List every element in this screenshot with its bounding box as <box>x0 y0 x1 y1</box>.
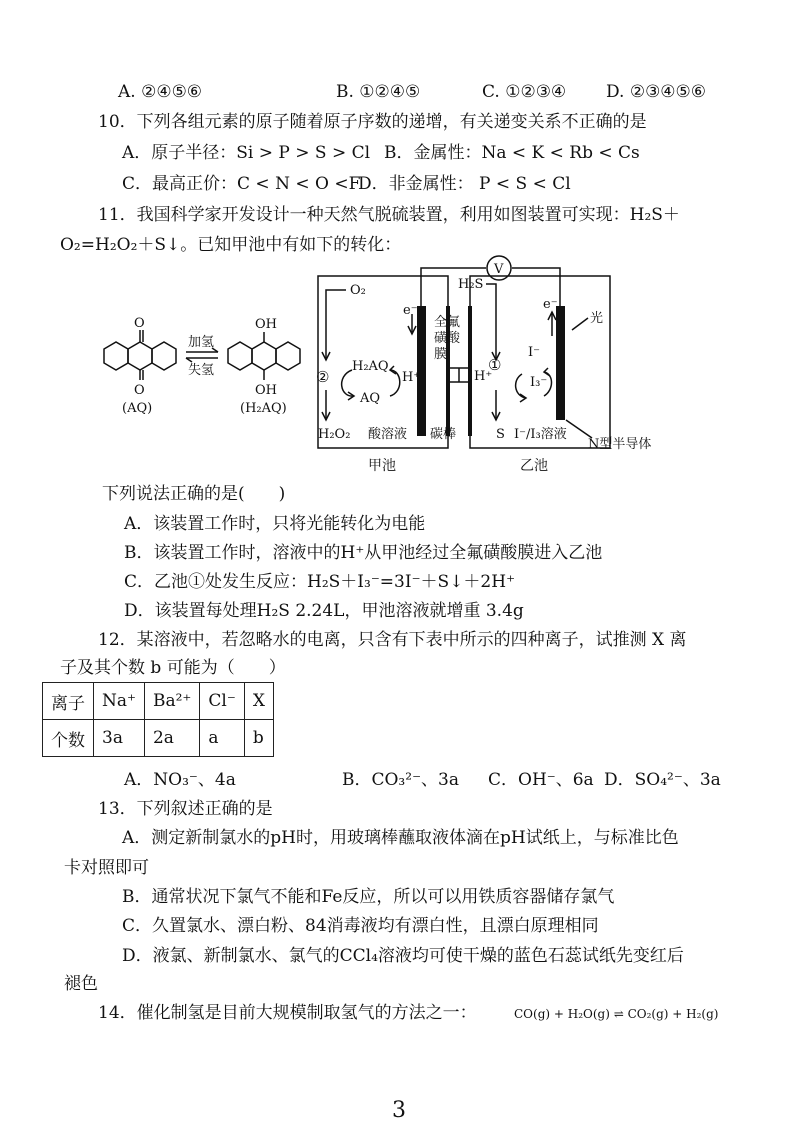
q10-option-a: A．原子半径：Si > P > S > Cl <box>122 143 371 163</box>
aq-top-o: O <box>134 316 145 331</box>
q12-option-b: B．CO₃²⁻、3a <box>342 770 459 790</box>
membrane-label-2: 磺酸 <box>434 331 461 346</box>
q10-option-d: D．非金属性： P < S < Cl <box>358 174 571 194</box>
membrane-label-1: 全氟 <box>434 315 461 330</box>
q10-option-c: C．最高正价：C < N < O <F <box>122 174 361 194</box>
q10-option-b: B．金属性：Na < K < Rb < Cs <box>384 143 640 163</box>
q14-stem: 14．催化制氢是目前大规模制取氢气的方法之一： <box>98 1003 477 1023</box>
n-semiconductor-label: N型半导体 <box>588 437 652 452</box>
table-cell: 2a <box>144 720 199 757</box>
q10-stem: 10．下列各组元素的原子随着原子序数的递增，有关递变关系不正确的是 <box>98 112 647 132</box>
table-cell: Na⁺ <box>94 683 145 720</box>
q11-option-b: B．该装置工作时，溶液中的H⁺从甲池经过全氟磺酸膜进入乙池 <box>124 543 603 563</box>
q9-option-a: A. ②④⑤⑥ <box>118 82 203 102</box>
ion-table <box>42 682 274 757</box>
i-solution-label: I⁻/I₃溶液 <box>514 427 567 442</box>
h2aq-cycle-label: H₂AQ <box>352 359 389 374</box>
circle-2: ② <box>316 368 330 386</box>
h2o2-label: H₂O₂ <box>318 427 351 442</box>
q12-option-c: C．OH⁻、6a <box>488 770 594 790</box>
q9-option-c: C. ①②③④ <box>482 82 567 102</box>
ion-table-row <box>43 683 274 720</box>
q14-equation: CO(g) + H₂O(g) ⇌ CO₂(g) + H₂(g) <box>514 1007 719 1021</box>
n-semiconductor-electrode <box>556 306 565 420</box>
q11-option-a: A．该装置工作时，只将光能转化为电能 <box>124 514 426 534</box>
table-cell: a <box>200 720 244 757</box>
q13-option-d-line1: D．液氯、新制氯水、氯气的CCl₄溶液均可使干燥的蓝色石蕊试纸先变红后 <box>122 946 684 966</box>
q13-option-c: C．久置氯水、漂白粉、84消毒液均有漂白性，且漂白原理相同 <box>122 916 599 936</box>
h2s-label: H₂S <box>458 277 484 292</box>
aq-cycle-label: AQ <box>360 391 381 406</box>
q13-option-d-line2: 褪色 <box>64 974 98 994</box>
light-label: 光 <box>590 311 604 326</box>
q13-option-b: B．通常状况下氯气不能和Fe反应，所以可以用铁质容器储存氯气 <box>122 887 615 907</box>
q12-stem-line1: 12．某溶液中，若忽略水的电离，只含有下表中所示的四种离子，试推测 X 离 <box>98 630 687 650</box>
table-cell: 个数 <box>43 720 94 757</box>
i3-minus-label: I₃⁻ <box>530 375 548 390</box>
q12-stem-line2: 子及其个数 b 可能为（ ） <box>60 658 286 678</box>
lose-h-label: 失氢 <box>188 363 215 378</box>
jia-h-plus: H⁺ <box>402 370 421 385</box>
h2aq-bottom-oh: OH <box>255 383 277 398</box>
table-cell: Ba²⁺ <box>144 683 199 720</box>
voltmeter-label: V <box>494 262 504 277</box>
membrane-label-3: 膜 <box>434 347 448 362</box>
carbon-rod-label: 碳棒 <box>430 427 457 442</box>
q11-option-c: C．乙池①处发生反应：H₂S＋I₃⁻=3I⁻＋S↓＋2H⁺ <box>124 572 516 592</box>
q9-option-d: D. ②③④⑤⑥ <box>606 82 707 102</box>
page-number: 3 <box>392 1098 406 1123</box>
q12-option-a: A．NO₃⁻、4a <box>124 770 236 790</box>
yi-e-minus: e⁻ <box>543 297 558 312</box>
jia-e-minus: e⁻ <box>403 303 418 318</box>
aq-bottom-o: O <box>134 383 145 398</box>
table-cell: Cl⁻ <box>200 683 244 720</box>
q11-stem-line2: O₂=H₂O₂＋S↓。已知甲池中有如下的转化： <box>60 235 402 255</box>
acid-solution-label: 酸溶液 <box>368 427 408 442</box>
q13-option-a-line1: A．测定新制氯水的pH时，用玻璃棒蘸取液体滴在pH试纸上，与标准比色 <box>122 828 679 848</box>
table-cell: X <box>244 683 273 720</box>
add-h-label: 加氢 <box>188 335 215 350</box>
yi-chi-label: 乙池 <box>520 458 548 474</box>
aq-label: (AQ) <box>122 401 153 416</box>
h2aq-top-oh: OH <box>255 317 277 332</box>
table-cell: 3a <box>94 720 145 757</box>
table-cell: b <box>244 720 273 757</box>
q13-option-a-line2: 卡对照即可 <box>64 858 149 878</box>
q11-option-d: D．该装置每处理H₂S 2.24L，甲池溶液就增重 3.4g <box>124 601 524 621</box>
i-minus-label: I⁻ <box>528 345 540 360</box>
s-label: S <box>496 427 505 442</box>
q11-figure <box>0 0 800 480</box>
h2aq-label: (H₂AQ) <box>240 401 287 416</box>
q11-stem-line1: 11．我国科学家开发设计一种天然气脱硫装置，利用如图装置可实现：H₂S＋ <box>98 205 680 225</box>
aq-molecule <box>104 330 176 380</box>
q12-option-d: D．SO₄²⁻、3a <box>604 770 721 790</box>
q11-question: 下列说法正确的是( ) <box>102 484 286 504</box>
q13-stem: 13．下列叙述正确的是 <box>98 799 273 819</box>
circle-1: ① <box>488 356 502 374</box>
table-cell: 离子 <box>43 683 94 720</box>
h2aq-molecule <box>228 332 300 380</box>
yi-h-plus: H⁺ <box>474 369 493 384</box>
count-table-row <box>43 720 274 757</box>
q9-option-b: B. ①②④⑤ <box>336 82 421 102</box>
o2-label: O₂ <box>350 283 366 298</box>
jia-chi-label: 甲池 <box>368 458 396 474</box>
